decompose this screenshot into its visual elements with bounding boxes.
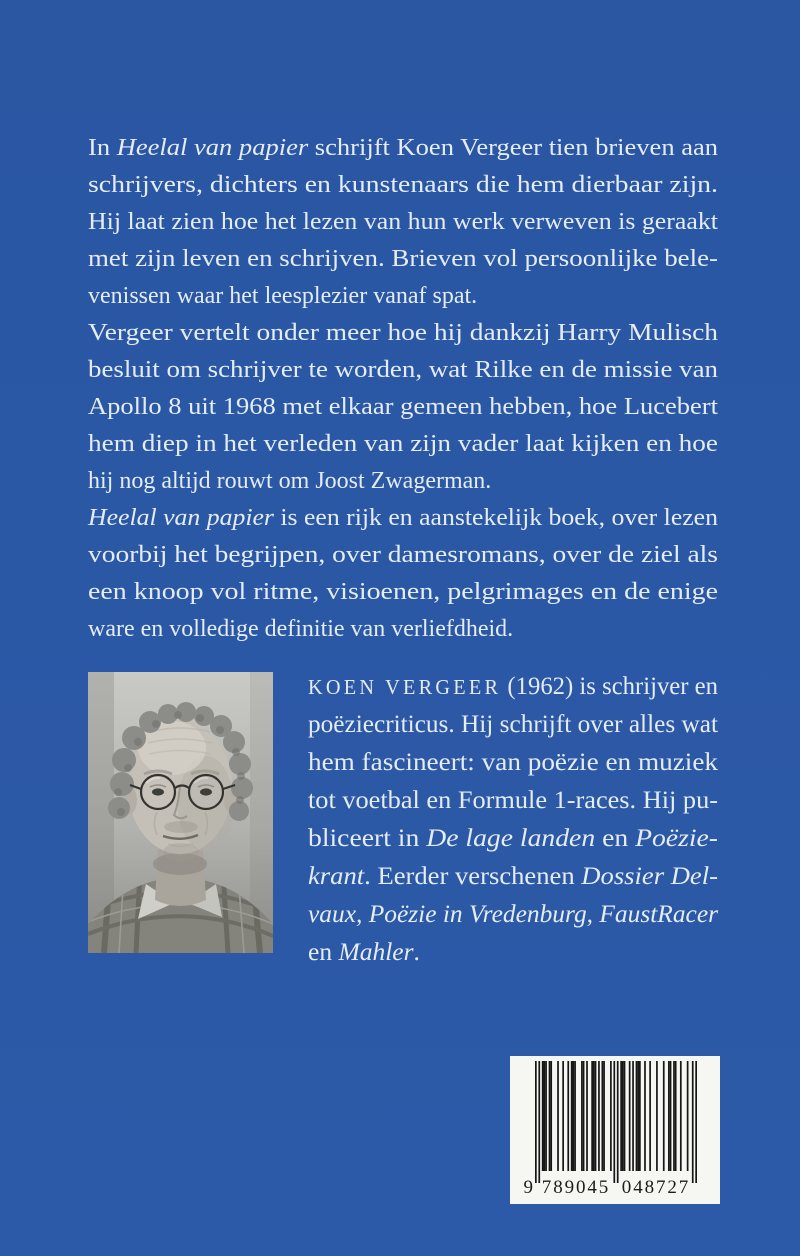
text-segment: hem fascineert: van poëzie en muziek — [308, 747, 718, 776]
back-cover-text-line — [88, 315, 718, 352]
barcode-digit-group: 048727 — [621, 1177, 691, 1198]
back-cover-text-line — [88, 426, 718, 463]
author-bio — [308, 667, 718, 971]
back-cover-text-line — [88, 204, 718, 241]
back-cover-text-line — [88, 389, 718, 426]
back-cover-text-line — [88, 278, 718, 315]
text-segment-italic: Poëzie- — [635, 823, 718, 852]
text-segment: Apollo 8 uit 1968 met elkaar gemeen hebben, hoe Lucebert — [88, 394, 718, 420]
barcode-digit-group: 9 — [523, 1177, 533, 1198]
text-segment: (1962) is schrijver en — [501, 671, 718, 700]
text-segment-italic: Mahler — [338, 937, 414, 966]
text-segment: besluit om schrijver te worden, wat Rilke en de missie van — [88, 357, 718, 383]
text-segment: schrijft Koen Vergeer tien brieven aan — [308, 135, 718, 161]
author-bio-line — [308, 667, 718, 705]
text-segment: venissen waar het leesplezier vanaf spat. — [88, 283, 478, 309]
barcode-digit-group: 789045 — [541, 1177, 611, 1198]
barcode-digits — [510, 1175, 720, 1201]
text-segment: ware en volledige definitie van verliefdheid. — [88, 616, 514, 642]
back-cover-text-line — [88, 500, 718, 537]
text-segment: Vergeer vertelt onder meer hoe hij dankzij Harry Mulisch — [88, 320, 718, 346]
back-cover-blurb — [88, 130, 718, 648]
barcode-label — [510, 1056, 720, 1204]
paragraph — [88, 315, 718, 500]
paragraph — [88, 500, 718, 648]
text-segment: Hij laat zien hoe het lezen van hun werk verweven is geraakt — [88, 209, 718, 235]
text-segment: hem diep in het verleden van zijn vader laat kijken en hoe — [88, 431, 719, 457]
back-cover-text-line — [88, 611, 718, 648]
author-bio-line — [308, 781, 718, 819]
author-bio-line — [308, 819, 718, 857]
back-cover-text-line — [88, 167, 718, 204]
back-cover-text-line — [88, 574, 718, 611]
author-bio-line — [308, 895, 718, 933]
author-bio-line — [308, 933, 718, 971]
author-bio-line — [308, 705, 718, 743]
text-segment: . — [413, 937, 420, 966]
text-segment: een knoop vol ritme, visioenen, pelgrimages en de enige — [88, 579, 718, 605]
text-segment: . Eerder verschenen — [364, 861, 582, 890]
text-segment: met zijn leven en schrijven. Brieven vol persoonlijke bele- — [88, 246, 718, 272]
text-segment: schrijvers, dichters en kunstenaars die hem dierbaar zijn. — [88, 172, 719, 198]
text-segment: bliceert in — [308, 823, 427, 852]
author-portrait-illustration — [88, 672, 273, 953]
text-segment-italic: vaux, Poëzie in Vredenburg, FaustRacer — [308, 899, 718, 928]
text-segment: poëziecriticus. Hij schrijft over alles wat — [308, 709, 718, 738]
back-cover-text-line — [88, 537, 718, 574]
author-bio-line — [308, 743, 718, 781]
text-segment-italic: krant — [308, 861, 365, 890]
paragraph — [308, 667, 718, 971]
back-cover-text-line — [88, 352, 718, 389]
author-photo — [88, 672, 273, 953]
text-segment: hij nog altijd rouwt om Joost Zwagerman. — [88, 468, 492, 494]
text-segment: is een rijk en aanstekelijk boek, over lezen — [273, 505, 718, 531]
text-segment: voorbij het begrijpen, over damesromans, over de ziel als — [88, 542, 718, 568]
text-segment-italic: De lage landen — [426, 823, 596, 852]
back-cover-text-line — [88, 463, 718, 500]
paragraph — [88, 130, 718, 315]
text-segment: tot voetbal en Formule 1-races. Hij pu- — [308, 785, 718, 814]
text-segment-italic: Dossier Del- — [581, 861, 718, 890]
author-bio-line — [308, 857, 718, 895]
text-segment-italic: Heelal van papier — [116, 135, 309, 161]
back-cover-text-line — [88, 241, 718, 278]
text-segment-smallcaps: KOEN VERGEER — [308, 675, 502, 699]
text-segment: In — [88, 135, 117, 161]
text-segment-italic: Heelal van papier — [88, 505, 274, 531]
text-segment: en — [595, 823, 636, 852]
back-cover-text-line — [88, 130, 718, 167]
text-segment: en — [308, 937, 339, 966]
barcode-bars-icon — [535, 1061, 697, 1183]
